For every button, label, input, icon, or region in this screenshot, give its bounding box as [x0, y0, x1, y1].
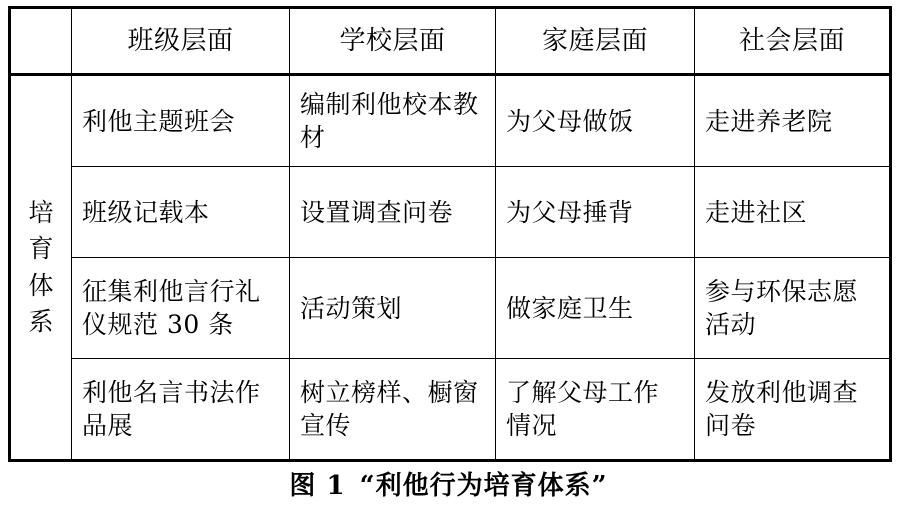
cell-r3-school: 活动策划 [290, 258, 496, 359]
cell-r2-society: 走进社区 [695, 167, 891, 258]
figure-caption [0, 465, 897, 502]
figure-number: 图 1 [289, 471, 346, 501]
column-header-family-level: 家庭层面 [496, 8, 695, 75]
cell-r4-society: 发放利他调查问卷 [695, 359, 891, 461]
table-row [10, 167, 891, 258]
cell-r3-society: 参与环保志愿活动 [695, 258, 891, 359]
column-header-class-level: 班级层面 [72, 8, 290, 75]
table-row [10, 359, 891, 461]
cell-r1-class: 利他主题班会 [72, 75, 290, 167]
cell-r1-society: 走进养老院 [695, 75, 891, 167]
cell-r3-family: 做家庭卫生 [496, 258, 695, 359]
row-group-label-cultivation-system [10, 75, 72, 461]
cell-r2-class: 班级记载本 [72, 167, 290, 258]
figure-title: “利他行为培育体系” [359, 471, 608, 501]
table-corner-cell [10, 8, 72, 75]
column-header-society-level: 社会层面 [695, 8, 891, 75]
row-group-label-text: 培 育 体 系 [28, 198, 54, 336]
column-header-school-level: 学校层面 [290, 8, 496, 75]
cell-r2-school: 设置调查问卷 [290, 167, 496, 258]
cell-r4-family: 了解父母工作情况 [496, 359, 695, 461]
cell-r1-family: 为父母做饭 [496, 75, 695, 167]
cell-r4-class: 利他名言书法作品展 [72, 359, 290, 461]
cell-r3-class: 征集利他言行礼仪规范 30 条 [72, 258, 290, 359]
cell-r1-school: 编制利他校本教材 [290, 75, 496, 167]
cell-r2-family: 为父母捶背 [496, 167, 695, 258]
cell-r4-school: 树立榜样、橱窗宣传 [290, 359, 496, 461]
table-row [10, 258, 891, 359]
table-row [10, 75, 891, 167]
table-header-row [10, 8, 891, 75]
altruism-cultivation-table [8, 6, 892, 462]
